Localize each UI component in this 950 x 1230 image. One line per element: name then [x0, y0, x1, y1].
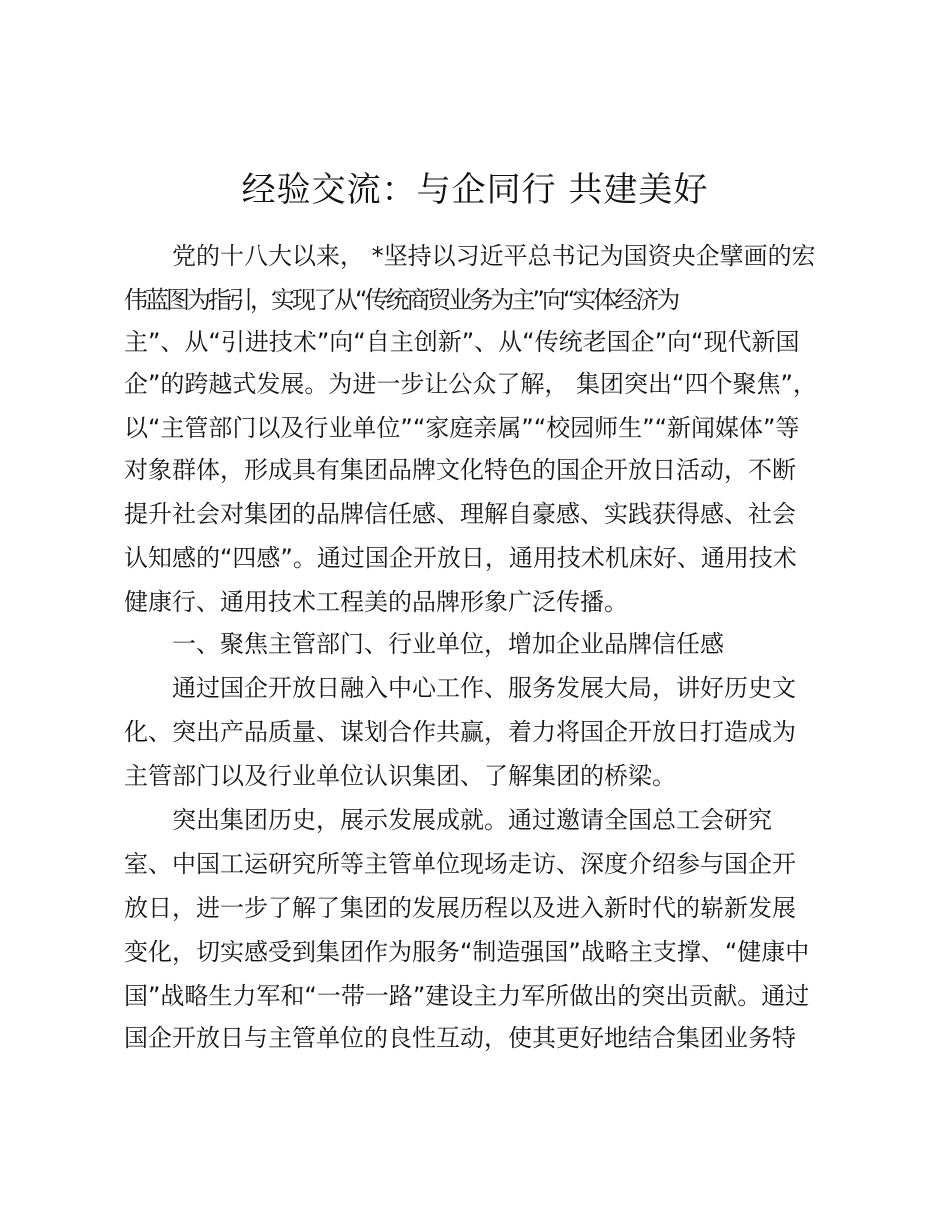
paragraph-line: 通过国企开放日融入中心工作、服务发展大局，讲好历史文 — [172, 674, 796, 702]
section-heading: 一、聚焦主管部门、行业单位，增加企业品牌信任感 — [172, 630, 724, 658]
paragraph-line: 化、突出产品质量、谋划合作共赢，着力将国企开放日打造成为 — [124, 718, 796, 746]
paragraph-line: 放日，进一步了解了集团的发展历程以及进入新时代的崭新发展 — [124, 894, 796, 922]
paragraph-line: 企”的跨越式发展。为进一步让公众了解， 集团突出“四个聚焦”， — [124, 370, 817, 398]
paragraph-line: 以“主管部门以及行业单位”“家庭亲属”“校园师生”“新闻媒体”等 — [124, 414, 800, 442]
document-title: 经验交流：与企同行 共建美好 — [241, 170, 709, 210]
paragraph-line: 突出集团历史，展示发展成就。通过邀请全国总工会研究 — [172, 806, 772, 834]
paragraph-line: 国”战略生力军和“一带一路”建设主力军所做出的突出贡献。通过 — [124, 982, 810, 1010]
paragraph-line: 健康行、通用技术工程美的品牌形象广泛传播。 — [124, 588, 628, 616]
paragraph-line: 伟蓝图为指引，实现了从“传统商贸业务为主”向“实体经济为 — [124, 286, 678, 314]
paragraph-line: 主”、从“引进技术”向“自主创新”、从“传统老国企”向“现代新国 — [124, 328, 800, 356]
paragraph-line: 国企开放日与主管单位的良性互动，使其更好地结合集团业务特 — [124, 1024, 796, 1052]
paragraph-line: 主管部门以及行业单位认识集团、了解集团的桥梁。 — [124, 762, 676, 790]
paragraph-line: 党的十八大以来， *坚持以习近平总书记为国资央企擘画的宏 — [172, 242, 816, 270]
paragraph-line: 室、中国工运研究所等主管单位现场走访、深度介绍参与国企开 — [124, 850, 796, 878]
paragraph-line: 提升社会对集团的品牌信任感、理解自豪感、实践获得感、社会 — [124, 500, 796, 528]
paragraph-line: 认知感的“四感”。通过国企开放日，通用技术机床好、通用技术 — [124, 544, 797, 572]
paragraph-line: 变化，切实感受到集团作为服务“制造强国”战略主支撑、“健康中 — [124, 938, 810, 966]
paragraph-line: 对象群体，形成具有集团品牌文化特色的国企开放日活动，不断 — [124, 456, 796, 484]
